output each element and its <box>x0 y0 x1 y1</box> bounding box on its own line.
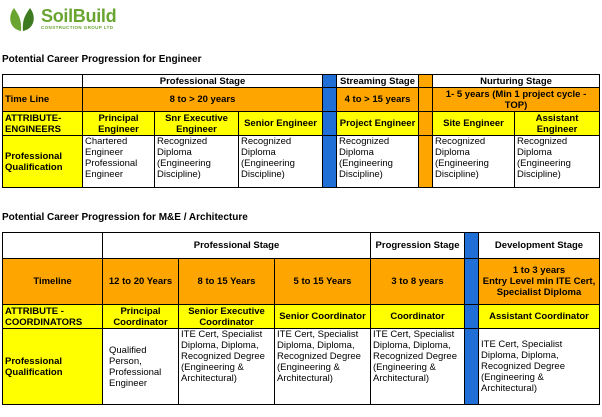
qualification-cell: ITE Cert, Specialist Diploma, Diploma, Recognized Degree (Engineering & Architectural) <box>179 329 275 405</box>
timeline-value: 8 to 15 Years <box>179 259 275 305</box>
timeline-nurturing: 1- 5 years (Min 1 project cycle - TOP) <box>433 88 600 112</box>
leaf-logo-icon <box>6 5 38 33</box>
timeline-value: 5 to 15 Years <box>275 259 371 305</box>
attribute-label: ATTRIBUTE- ENGINEERS <box>3 112 83 136</box>
qualification-label: Professional Qualification <box>3 136 83 188</box>
role-senior-executive-coordinator: Senior Executive Coordinator <box>179 305 275 329</box>
timeline-value: 12 to 20 Years <box>103 259 179 305</box>
qualification-cell: Recognized Diploma (Engineering Discipline) <box>239 136 323 188</box>
role-coordinator: Coordinator <box>371 305 465 329</box>
role-senior-engineer: Senior Engineer <box>239 112 323 136</box>
qualification-cell: ITE Cert, Specialist Diploma, Diploma, Recognized Degree (Engineering & Architectural) <box>479 329 600 405</box>
timeline-label: Time Line <box>3 88 83 112</box>
role-snr-executive-engineer: Snr Executive Engineer <box>155 112 239 136</box>
divider-blue <box>323 136 337 188</box>
engineer-table <box>2 74 600 188</box>
divider-orange <box>419 136 433 188</box>
stage-professional: Professional Stage <box>103 233 371 259</box>
engineer-heading: Potential Career Progression for Engineer <box>2 54 202 65</box>
qualification-cell: Recognized Diploma (Engineering Discipline) <box>337 136 419 188</box>
timeline-value: 1 to 3 years Entry Level min ITE Cert, Specialist Diploma <box>479 259 600 305</box>
divider-blue <box>465 329 479 405</box>
role-assistant-engineer: Assistant Engineer <box>515 112 600 136</box>
qualification-label: Professional Qualification <box>3 329 103 405</box>
company-logo <box>6 4 116 34</box>
timeline-streaming: 4 to > 15 years <box>337 88 419 112</box>
qualification-cell: Qualified Person, Professional Engineer <box>103 329 179 405</box>
role-principal-engineer: Principal Engineer <box>83 112 155 136</box>
divider-blue <box>323 75 337 88</box>
role-senior-coordinator: Senior Coordinator <box>275 305 371 329</box>
role-project-engineer: Project Engineer <box>337 112 419 136</box>
stage-professional: Professional Stage <box>83 75 323 88</box>
attribute-label: ATTRIBUTE - COORDINATORS <box>3 305 103 329</box>
logo-name: SoilBuild <box>41 6 117 27</box>
role-assistant-coordinator: Assistant Coordinator <box>479 305 600 329</box>
timeline-professional: 8 to > 20 years <box>83 88 323 112</box>
divider-blue <box>323 112 337 136</box>
qualification-cell: Recognized Diploma (Engineering Discipline) <box>515 136 600 188</box>
divider-blue <box>465 305 479 329</box>
divider-orange <box>419 88 433 112</box>
mea-heading: Potential Career Progression for M&E / Architecture <box>2 212 248 223</box>
stage-development: Development Stage <box>479 233 600 259</box>
role-site-engineer: Site Engineer <box>433 112 515 136</box>
divider-orange <box>419 75 433 88</box>
stage-streaming: Streaming Stage <box>337 75 419 88</box>
logo-subtitle: CONSTRUCTION GROUP LTD <box>41 25 114 31</box>
qualification-cell: ITE Cert, Specialist Diploma, Diploma, Recognized Degree (Engineering & Architectural) <box>275 329 371 405</box>
divider-blue <box>465 259 479 305</box>
qualification-cell: Recognized Diploma (Engineering Discipline) <box>433 136 515 188</box>
stage-nurturing: Nurturing Stage <box>433 75 600 88</box>
divider-orange <box>419 112 433 136</box>
divider-blue <box>465 233 479 259</box>
qualification-cell: ITE Cert, Specialist Diploma, Diploma, Recognized Degree (Engineering & Architectural) <box>371 329 465 405</box>
stage-corner-cell <box>3 75 83 88</box>
qualification-cell: Recognized Diploma (Engineering Discipline) <box>155 136 239 188</box>
divider-blue <box>323 88 337 112</box>
role-principal-coordinator: Principal Coordinator <box>103 305 179 329</box>
timeline-label: Timeline <box>3 259 103 305</box>
timeline-value: 3 to 8 years <box>371 259 465 305</box>
stage-corner-cell <box>3 233 103 259</box>
qualification-cell: Chartered Engineer Professional Engineer <box>83 136 155 188</box>
stage-progression: Progression Stage <box>371 233 465 259</box>
mea-table <box>2 232 600 405</box>
